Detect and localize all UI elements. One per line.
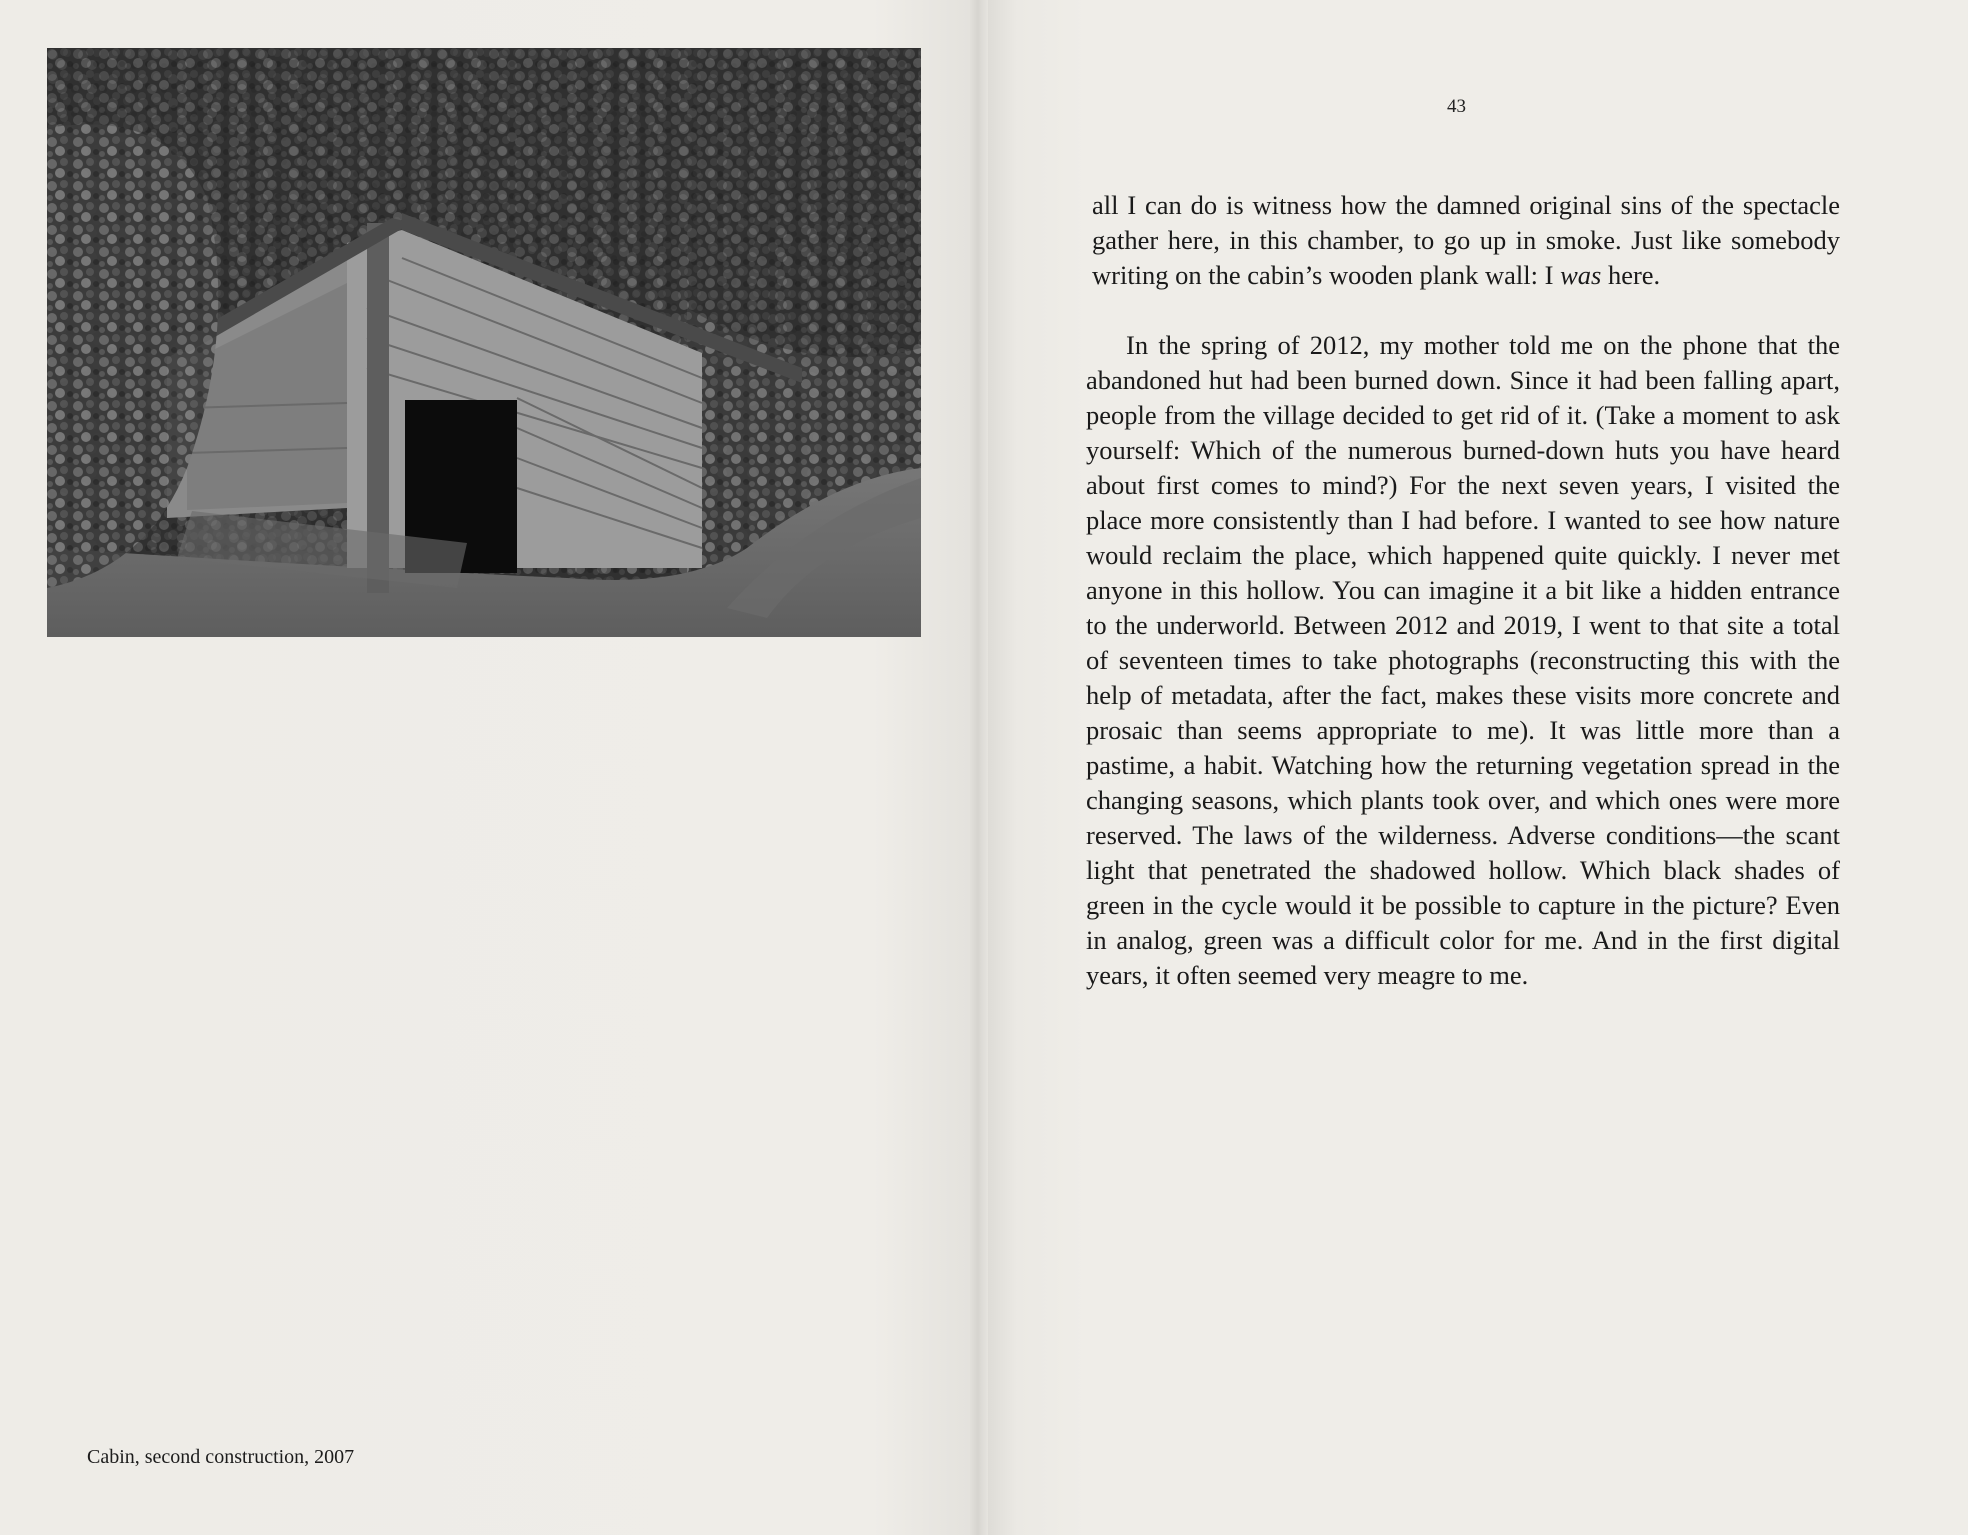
paragraph-1 [1086,188,1840,293]
paragraph-1-text-after: here. [1601,260,1661,290]
paragraph-2: In the spring of 2012, my mother told me on the phone that the abandoned hut had been burned down. Since it had been falling apart, people from the village decided to get rid of it. (Take a moment to ask yourself: Which of the numerous burned-down huts you have heard about first comes to mind?) For the next seven years, I visited the place more consistently than I had before. I wanted to see how nature would reclaim the place, which happened quite quickly. I never met anyone in this hollow. You can imagine it a bit like a hidden entrance to the underworld. Between 2012 and 2019, I went to that site a total of seventeen times to take photographs (reconstructing this with the help of metadata, after the fact, makes these visits more concrete and prosaic than seems appropriate to me). It was little more than a pastime, a habit. Watching how the returning vegetation spread in the changing seasons, which plants took over, and which ones were more reserved. The laws of the wilderness. Adverse conditions—the scant light that penetrated the shadowed hollow. Which black shades of green in the cycle would it be possible to capture in the picture? Even in analog, green was a difficult color for me. And in the first digital years, it often seemed very meagre to me. [1086,330,1840,990]
book-gutter [970,0,988,1535]
body-text [1086,188,1840,993]
cabin-photo [47,48,921,637]
left-page [0,0,970,1535]
page-number: 43 [1447,96,1466,117]
paragraph-1-text-before: all I can do is witness how the damned original sins of the spectacle gather here, in this chamber, to go up in smoke. Just like somebody writing on the cabin’s wooden plank wall: I [1092,190,1840,290]
emphasis-word: was [1560,260,1602,290]
photo-caption: Cabin, second construction, 2007 [87,1446,355,1468]
